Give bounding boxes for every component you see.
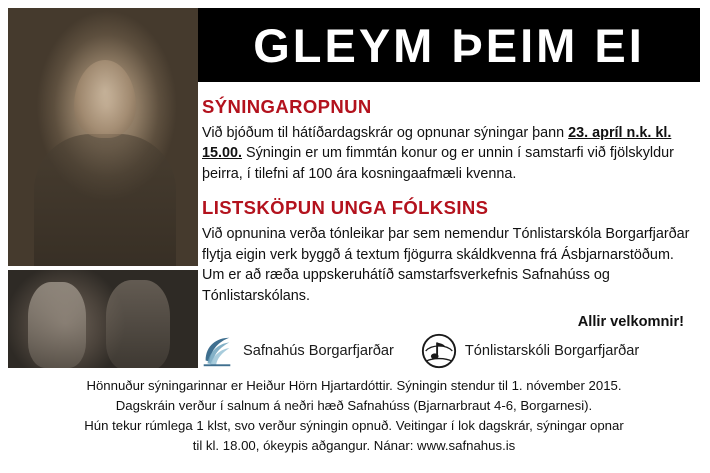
logo-safnahus <box>198 332 394 370</box>
main-content <box>202 96 700 330</box>
portrait-head-shape <box>74 60 136 138</box>
section-heading-youth: LISTSKÖPUN UNGA FÓLKSINS <box>202 197 489 219</box>
two-women-photo <box>8 270 198 368</box>
title-banner <box>198 8 700 82</box>
section-body-youth: Við opnunina verða tónleikar þar sem nemendur Tónlistarskóla Borgarfjarðar flytja eigin verk byggð á textum fjögurra skáldkvenna frá Ásbjarnarstöðum. Um er að ræða uppskeruhátíð samstarfsverkefnis Safnahúss og Tónlistarskólans. <box>202 226 690 304</box>
logo-label-safnahus: Safnahús Borgarfjarðar <box>243 343 394 359</box>
footer-line-3: Hún tekur rúmlega 1 klst, svo verður sýningin opnuð. Veitingar í lok dagskrár, sýningar opnar <box>84 418 624 434</box>
section-heading-opening: SÝNINGAROPNUN <box>202 96 372 117</box>
footer-line-1: Hönnuður sýningarinnar er Heiður Hörn Hjartardóttir. Sýningin stendur til 1. nóvember 2015. <box>86 378 622 393</box>
opening-text-before: Við bjóðum til hátíðardagskrár og opnunar sýningar þann <box>202 125 569 141</box>
opening-text-after: Sýningin er um fimmtán konur og er unnin í samstarfi við fjölskyldur þeirra, í tilefni af 100 ára kosningaafmæli kvenna. <box>202 145 674 182</box>
footer-info <box>8 376 700 456</box>
music-note-circle-logo-icon <box>420 332 458 370</box>
logo-tonlistarskoli <box>420 332 639 370</box>
photo-column <box>8 8 198 368</box>
portrait-body-shape <box>34 134 176 266</box>
footer-line-4: til kl. 18.00, ókeypis aðgangur. Nánar: www.safnahus.is <box>192 438 516 454</box>
section-youth <box>202 197 700 306</box>
opening-date-emphasis: 23. apríl n.k. kl. 15.00. <box>202 125 672 162</box>
woman-left-shape <box>28 282 86 368</box>
portrait-woman-photo <box>8 8 198 266</box>
logo-label-tonlistarskoli: Tónlistarskóli Borgarfjarðar <box>464 343 640 359</box>
page-title: GLEYM ÞEIM EI <box>253 18 645 72</box>
logo-row <box>198 330 700 372</box>
section-body-opening <box>202 123 700 184</box>
woman-right-shape <box>106 280 170 368</box>
wave-shell-logo-icon <box>198 332 236 370</box>
footer-line-2: Dagskráin verður í salnum á neðri hæð Safnahúss (Bjarnarbraut 4-6, Borgarnesi). <box>115 398 593 414</box>
welcome-note: Allir velkomnir! <box>577 314 684 331</box>
